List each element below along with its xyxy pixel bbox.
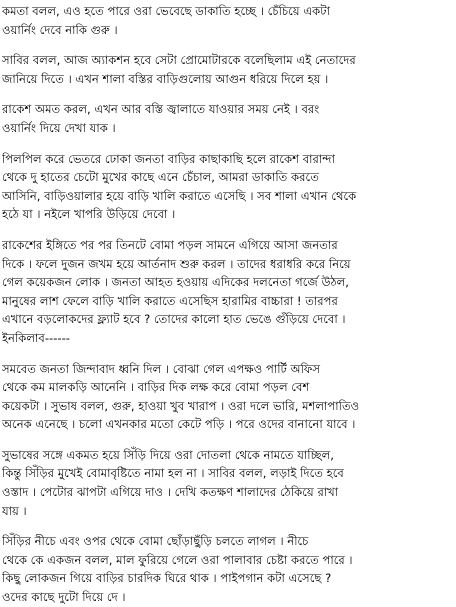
paragraph: [2, 236, 454, 348]
paragraph: [2, 150, 454, 224]
paragraph: [2, 51, 454, 88]
text-line: থেকে দু হাতের চেটো মুখের কাছে এনে চেঁচাল, আমরা ডাকাতি করতে: [2, 170, 319, 185]
text-line: রাকেশ অমত করল, এখন আর বস্তি জ্বালাতে যাওয়ার সময় নেই । বরং: [2, 102, 320, 117]
text-line: কমতা বলল, এও হতে পারে ওরা ভেবেছে ডাকাতি হচ্ছে । চেঁচিয়ে একটা: [2, 4, 330, 18]
paragraph: [2, 360, 454, 434]
paragraph: [2, 446, 454, 520]
text-line: অনেক এনেছে । চলো এখনকার মতো কেটে পড়ি । পরে ওদের বানানো যাবে ।: [2, 417, 356, 432]
text-line: কিছু লোকজন গিয়ে বাড়ির চারদিক ঘিরে থাক । পাইপগান কটা এসেছে ?: [2, 571, 332, 586]
text-line: সাবির বলল, আজ অ্যাকশন হবে সেটা প্রোমোটারকে বলেছিলাম এই নেতাদের: [2, 53, 356, 68]
text-line: হঠে যা । নইলে খাপরি উড়িয়ে দেবো ।: [2, 207, 176, 222]
text-line: পিলপিল করে ভেতরে ঢোকা জনতা বাড়ির কাছাকাছি হলে রাকেশ বারান্দা: [2, 151, 335, 166]
text-line: সিঁড়ির নীচে এবং ওপর থেকে বোমা ছোঁড়াছুঁড়ি চলতে লাগল । নীচে: [2, 534, 309, 549]
text-line: জানিয়ে দিতে । এখন শালা বস্তির বাড়িগুলোয় আগুন ধরিয়ে দিলে হয় ।: [2, 71, 329, 86]
text-line: ইনকিলাব------: [2, 330, 70, 345]
text-line: গেল কয়েকজন লোক । জনতা আহত হওয়ায় এদিকের দলনেতা গর্জে উঠল,: [2, 275, 349, 290]
text-line: ওস্তাদ । পেটোর ঝাপটা এগিয়ে দাও । দেখি কতক্ষণ শালাদের ঠেকিয়ে রাখা: [2, 485, 339, 500]
text-line: সুভাষের সঙ্গে একমত হয়ে সিঁড়ি দিয়ে ওরা দোতলা থেকে নামতে যাচ্ছিল,: [2, 447, 334, 462]
text-line: থেকে কে একজন বলল, মাল ফুরিয়ে গেলে ওরা পালাবার চেষ্টা করতে পারে ।: [2, 552, 353, 567]
text-line: মানুষের লাশ ফেলে বাড়ি খালি করাতে এসেছিস হারামির বাচ্চারা ! তারপর: [2, 293, 338, 308]
paragraph: [2, 100, 454, 137]
paragraph: [2, 532, 454, 606]
document-page: [2, 2, 454, 605]
text-line: আসিনি, বাড়িওয়ালার হয়ে বাড়ি খালি করাতে এসেছি । সব শালা এখান থেকে: [2, 188, 357, 203]
paragraph: [2, 2, 454, 39]
text-line: কিন্তু সিঁড়ির মুখেই বোমাবৃষ্টিতে নামা হল না । সাবির বলল, লড়াই দিতে হবে: [2, 466, 344, 481]
text-line: থেকে কম মালকড়ি আনেনি । বাড়ির দিক লক্ষ করে বোমা পড়ল বেশ: [2, 380, 310, 395]
text-line: দিকে । ফলে দুজন জখম হয়ে আর্তনাদ শুরু করল । তাদের ধরাধরি করে নিয়ে: [2, 256, 351, 271]
text-line: যায় ।: [2, 503, 27, 518]
text-line: এখানে বড়লোকদের ফ্ল্যাট হবে ? তোদের কালো হাত ভেঙে গুঁড়িয়ে দেবো ।: [2, 312, 346, 327]
text-line: ওয়ার্নিং দেবে নাকি গুরু ।: [2, 22, 118, 37]
text-line: রাকেশের ইঙ্গিতে পর পর তিনটে বোমা পড়ল সামনে এগিয়ে আসা জনতার: [2, 237, 338, 252]
text-line: ওদের কাছে দুটো দিয়ে দে ।: [2, 590, 126, 605]
text-line: সমবেত জনতা জিন্দাবাদ ধ্বনি দিল । বোঝা গেল এপক্ষও পার্টি অফিস: [2, 361, 321, 376]
text-line: ওয়ার্নিং দিয়ে দেখা যাক ।: [2, 120, 116, 135]
text-line: কয়েকটা । সুভাষ বলল, গুরু, হাওয়া খুব খারাপ । ওরা দলে ভারি, মশলাপাতিও: [2, 398, 360, 413]
